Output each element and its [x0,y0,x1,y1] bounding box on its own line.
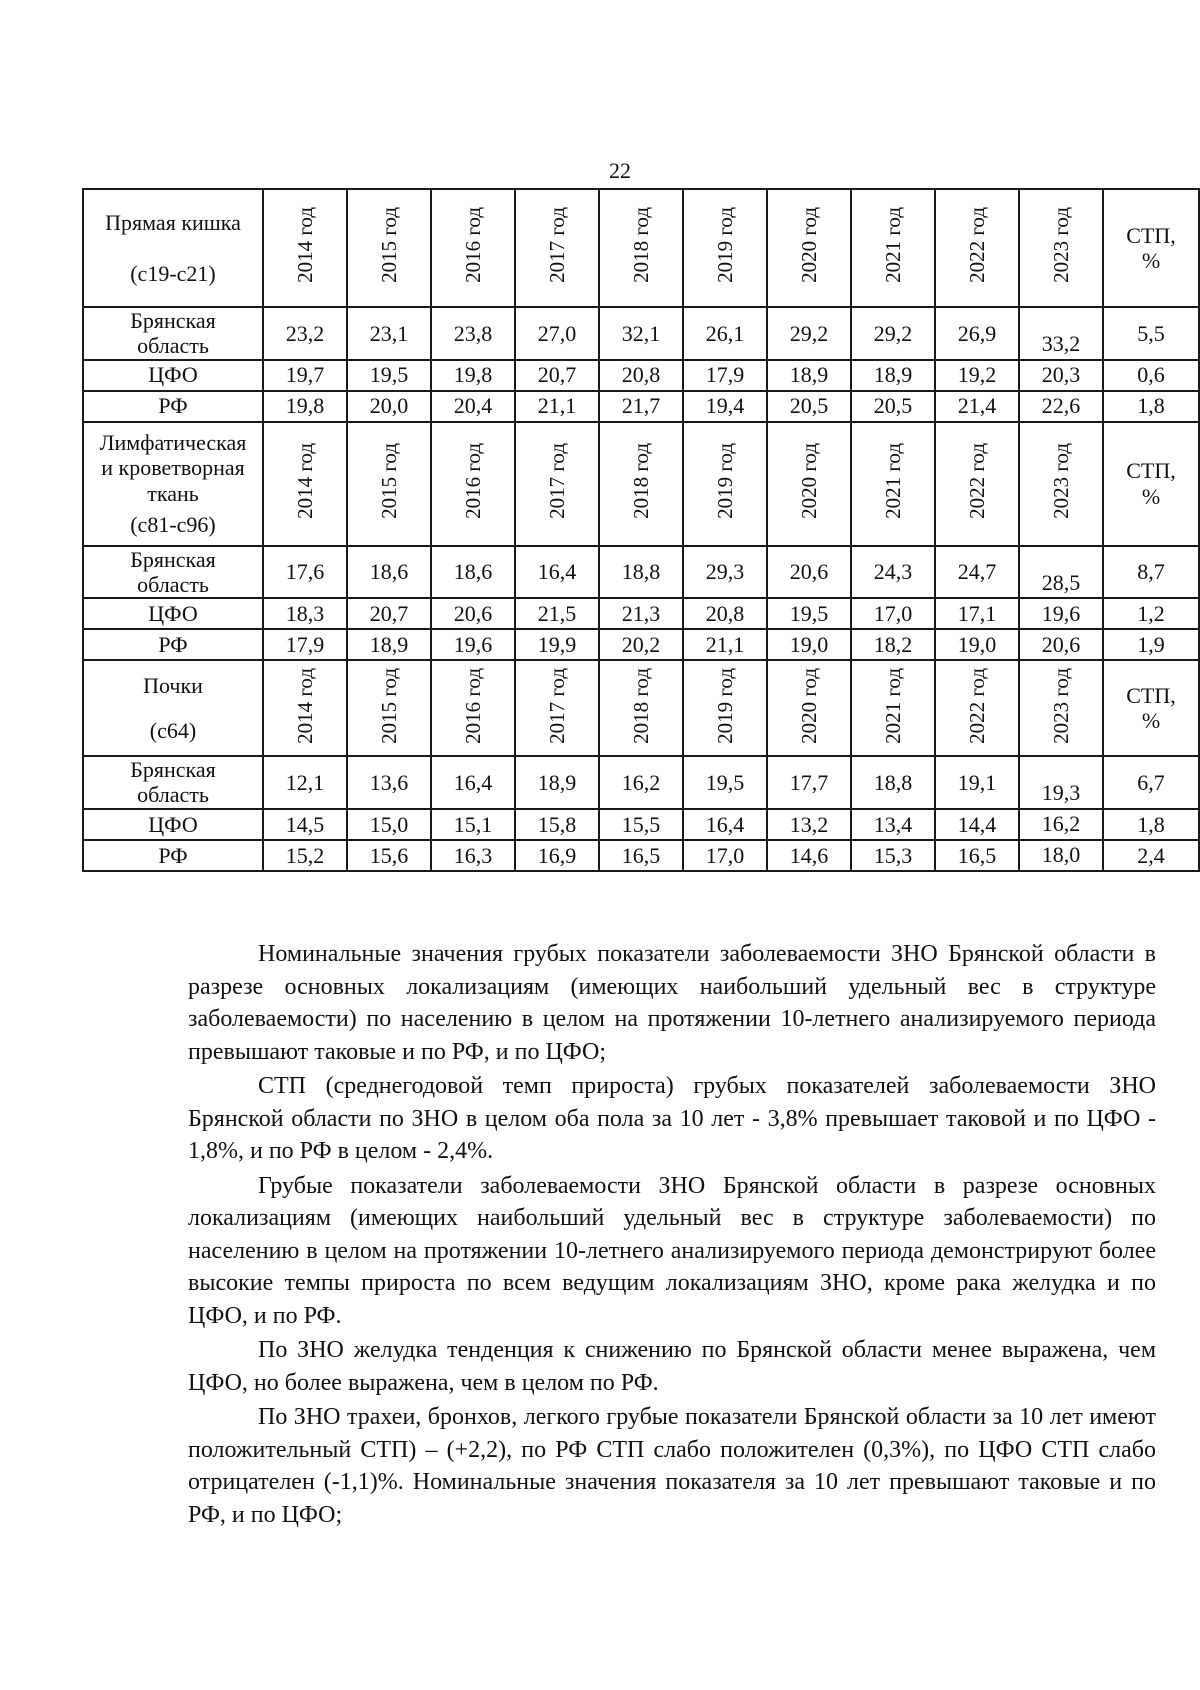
value-cell: 16,2 [599,756,683,809]
value-cell: 17,0 [683,840,767,871]
spacer [84,235,262,261]
value-cell: 23,1 [347,307,431,360]
stp-header-text: % [1141,708,1161,734]
value-cell: 20,8 [683,598,767,629]
year-header-cell [1019,660,1103,756]
value-cell: 32,1 [599,307,683,360]
year-header-cell [851,422,935,546]
location-name: и кроветворная [101,455,245,481]
value-cell: 15,8 [515,809,599,840]
year-header-cell [935,660,1019,756]
value-cell: 21,3 [599,598,683,629]
value-cell: 18,9 [767,360,851,391]
year-header-cell [935,422,1019,546]
table-row [83,307,1199,360]
year-label: 2018 год [628,207,653,284]
region-cell [83,629,263,660]
value-cell: 18,3 [263,598,347,629]
table-row [83,598,1199,629]
value-cell: 20,0 [347,391,431,422]
year-header-cell [599,422,683,546]
section-header-row [83,189,1199,307]
year-header-cell [263,189,347,307]
region-name: Брянская [130,308,216,333]
value-cell: 20,7 [347,598,431,629]
year-label: 2021 год [880,442,905,519]
year-header-cell [347,422,431,546]
value-cell: 19,7 [263,360,347,391]
year-header-cell [515,189,599,307]
value-cell: 20,5 [767,391,851,422]
region-cell [83,360,263,391]
value-cell: 24,7 [935,546,1019,599]
year-label: 2014 год [292,667,317,744]
value-cell: 20,6 [1019,629,1103,660]
section-header-row [83,422,1199,546]
value-cell: 19,4 [683,391,767,422]
stp-header-text: % [1141,483,1161,509]
year-label: 2018 год [628,667,653,744]
paragraph: Номинальные значения грубых показатели заболеваемости ЗНО Брянской области в разрезе основных локализациям (имеющих наибольший удельный вес в структуре заболеваемости) по населению в целом на протяжении 10-летнего анализируемого периода превышают таковые и по РФ, и по ЦФО; [188,941,1156,1065]
region-name: область [137,782,209,808]
stp-value-cell: 6,7 [1103,756,1199,809]
stp-header-cell [1103,660,1199,756]
year-label: 2015 год [376,207,401,284]
value-cell: 22,6 [1019,391,1103,422]
stp-value-cell: 0,6 [1103,360,1199,391]
year-label: 2015 год [376,442,401,519]
region-name: ЦФО [148,362,198,388]
stp-value-cell: 1,2 [1103,598,1199,629]
year-label: 2014 год [292,207,317,284]
value-cell: 17,6 [263,546,347,599]
location-label-cell [83,660,263,756]
location-name: Прямая кишка [105,209,241,235]
value-cell: 21,1 [515,391,599,422]
year-label: 2021 год [880,207,905,284]
value-cell: 16,2 [1019,809,1103,840]
value-cell: 21,4 [935,391,1019,422]
paragraph: СТП (среднегодовой темп прироста) грубых показателей заболеваемости ЗНО Брянской области по ЗНО в целом оба пола за 10 лет - 3,8% превышает таковой и по ЦФО - 1,8%, и по РФ в целом - 2,4%. [188,1073,1156,1164]
year-label: 2019 год [712,442,737,519]
value-cell: 19,1 [935,756,1019,809]
year-label: 2017 год [544,667,569,744]
year-header-cell [851,660,935,756]
year-header-cell [1019,422,1103,546]
year-header-cell [263,660,347,756]
location-label-cell [83,422,263,546]
location-label-cell [83,189,263,307]
value-cell: 15,6 [347,840,431,871]
year-label: 2016 год [460,207,485,284]
table-row [83,809,1199,840]
region-name: РФ [158,632,188,658]
value-cell: 14,4 [935,809,1019,840]
year-label: 2023 год [1048,207,1073,284]
year-header-cell [935,189,1019,307]
year-label: 2023 год [1048,667,1073,744]
value-cell: 16,3 [431,840,515,871]
value-cell: 19,2 [935,360,1019,391]
paragraph: По ЗНО трахеи, бронхов, легкого грубые показатели Брянской области за 10 лет имеют положительный СТП) – (+2,2), по РФ СТП слабо положителен (0,3%), по ЦФО СТП слабо отрицателен (-1,1)%. Номинальные значения показателя за 10 лет превышают таковые и по РФ, и по ЦФО; [188,1404,1156,1528]
location-code: (с64) [149,718,197,744]
region-name: ЦФО [148,811,198,837]
value-cell: 16,9 [515,840,599,871]
table-row [83,840,1199,871]
value-cell: 19,3 [1019,756,1103,809]
year-label: 2017 год [544,442,569,519]
value-cell: 19,5 [767,598,851,629]
location-name: Почки [143,672,203,698]
year-label: 2020 год [796,667,821,744]
table-row [83,629,1199,660]
stp-header-text: СТП, [1126,682,1176,708]
value-cell: 26,9 [935,307,1019,360]
year-header-cell [347,189,431,307]
value-cell: 19,6 [431,629,515,660]
stp-value-cell: 1,8 [1103,391,1199,422]
value-cell: 18,9 [515,756,599,809]
year-label: 2022 год [964,442,989,519]
value-cell: 12,1 [263,756,347,809]
region-name: Брянская [130,546,216,572]
value-cell: 20,6 [431,598,515,629]
stp-header-text: СТП, [1126,458,1176,484]
region-name: Брянская [130,757,216,783]
year-header-cell [431,660,515,756]
value-cell: 21,1 [683,629,767,660]
value-cell: 29,2 [851,307,935,360]
stp-header-text: % [1141,248,1161,273]
table-body [83,189,1199,871]
value-cell: 19,5 [683,756,767,809]
year-header-cell [431,422,515,546]
year-header-cell [851,189,935,307]
year-label: 2016 год [460,442,485,519]
value-cell: 14,5 [263,809,347,840]
value-cell: 16,4 [431,756,515,809]
value-cell: 18,9 [851,360,935,391]
value-cell: 29,3 [683,546,767,599]
region-cell [83,809,263,840]
year-label: 2018 год [628,442,653,519]
location-name: Лимфатическая [99,430,247,455]
year-header-cell [431,189,515,307]
region-cell [83,307,263,360]
year-header-cell [683,660,767,756]
value-cell: 19,5 [347,360,431,391]
body-text [188,938,1156,1531]
region-cell [83,546,263,599]
paragraph: Грубые показатели заболеваемости ЗНО Брянской области в разрезе основных локализациям (имеющих наибольший удельный вес в структуре заболеваемости) по населению в целом на протяжении 10-летнего анализируемого периода демонстрируют более высокие темпы прироста по всем ведущим локализациям ЗНО, кроме рака желудка и по ЦФО, и по РФ. [188,1172,1156,1329]
year-label: 2021 год [880,667,905,744]
value-cell: 20,8 [599,360,683,391]
value-cell: 14,6 [767,840,851,871]
value-cell: 20,3 [1019,360,1103,391]
value-cell: 19,0 [935,629,1019,660]
table-row [83,360,1199,391]
year-header-cell [263,422,347,546]
year-header-cell [683,189,767,307]
value-cell: 28,5 [1019,546,1103,599]
value-cell: 19,9 [515,629,599,660]
value-cell: 19,6 [1019,598,1103,629]
value-cell: 29,2 [767,307,851,360]
location-code: (с81-с96) [130,511,216,537]
location-code: (с19-с21) [130,261,216,286]
year-header-cell [767,422,851,546]
region-name: область [137,333,209,359]
value-cell: 20,7 [515,360,599,391]
value-cell: 20,6 [767,546,851,599]
section-header-row [83,660,1199,756]
value-cell: 17,1 [935,598,1019,629]
stp-value-cell: 1,8 [1103,809,1199,840]
spacer [84,698,262,718]
year-label: 2017 год [544,207,569,284]
value-cell: 23,8 [431,307,515,360]
value-cell: 20,4 [431,391,515,422]
value-cell: 15,1 [431,809,515,840]
value-cell: 33,2 [1019,307,1103,360]
year-header-cell [1019,189,1103,307]
year-label: 2020 год [796,207,821,284]
value-cell: 16,5 [599,840,683,871]
value-cell: 21,7 [599,391,683,422]
value-cell: 18,6 [347,546,431,599]
value-cell: 18,9 [347,629,431,660]
value-cell: 17,9 [683,360,767,391]
region-cell [83,756,263,809]
year-label: 2019 год [712,667,737,744]
value-cell: 20,5 [851,391,935,422]
year-label: 2019 год [712,207,737,284]
value-cell: 16,5 [935,840,1019,871]
stp-header-cell [1103,189,1199,307]
value-cell: 15,2 [263,840,347,871]
year-label: 2022 год [964,207,989,284]
year-header-cell [515,660,599,756]
table-row [83,546,1199,599]
year-header-cell [599,660,683,756]
value-cell: 16,4 [683,809,767,840]
year-header-cell [515,422,599,546]
value-cell: 19,0 [767,629,851,660]
value-cell: 17,9 [263,629,347,660]
region-cell [83,840,263,871]
incidence-table [82,188,1200,872]
value-cell: 18,8 [851,756,935,809]
stp-header-cell [1103,422,1199,546]
year-label: 2023 год [1048,442,1073,519]
region-name: РФ [158,842,188,868]
stp-value-cell: 5,5 [1103,307,1199,360]
region-cell [83,391,263,422]
year-header-cell [347,660,431,756]
value-cell: 26,1 [683,307,767,360]
value-cell: 15,5 [599,809,683,840]
value-cell: 17,0 [851,598,935,629]
stp-header-text: СТП, [1126,222,1176,248]
year-label: 2022 год [964,667,989,744]
value-cell: 21,5 [515,598,599,629]
value-cell: 24,3 [851,546,935,599]
year-label: 2014 год [292,442,317,519]
value-cell: 13,6 [347,756,431,809]
year-header-cell [599,189,683,307]
value-cell: 19,8 [263,391,347,422]
value-cell: 13,2 [767,809,851,840]
stp-value-cell: 8,7 [1103,546,1199,599]
paragraph: По ЗНО желудка тенденция к снижению по Брянской области менее выражена, чем ЦФО, но более выражена, чем в целом по РФ. [188,1337,1156,1396]
value-cell: 18,8 [599,546,683,599]
year-header-cell [767,189,851,307]
region-name: РФ [158,393,188,419]
table-row [83,756,1199,809]
stp-value-cell: 2,4 [1103,840,1199,871]
value-cell: 20,2 [599,629,683,660]
value-cell: 18,2 [851,629,935,660]
year-label: 2016 год [460,667,485,744]
value-cell: 19,8 [431,360,515,391]
stp-value-cell: 1,9 [1103,629,1199,660]
location-name: ткань [147,480,199,506]
value-cell: 15,3 [851,840,935,871]
table-row [83,391,1199,422]
value-cell: 18,0 [1019,840,1103,871]
value-cell: 13,4 [851,809,935,840]
value-cell: 23,2 [263,307,347,360]
value-cell: 15,0 [347,809,431,840]
value-cell: 17,7 [767,756,851,809]
region-name: ЦФО [148,601,198,627]
value-cell: 18,6 [431,546,515,599]
year-label: 2020 год [796,442,821,519]
year-header-cell [767,660,851,756]
page-number: 22 [609,158,631,183]
year-label: 2015 год [376,667,401,744]
year-header-cell [683,422,767,546]
value-cell: 16,4 [515,546,599,599]
region-cell [83,598,263,629]
region-name: область [137,571,209,597]
value-cell: 27,0 [515,307,599,360]
